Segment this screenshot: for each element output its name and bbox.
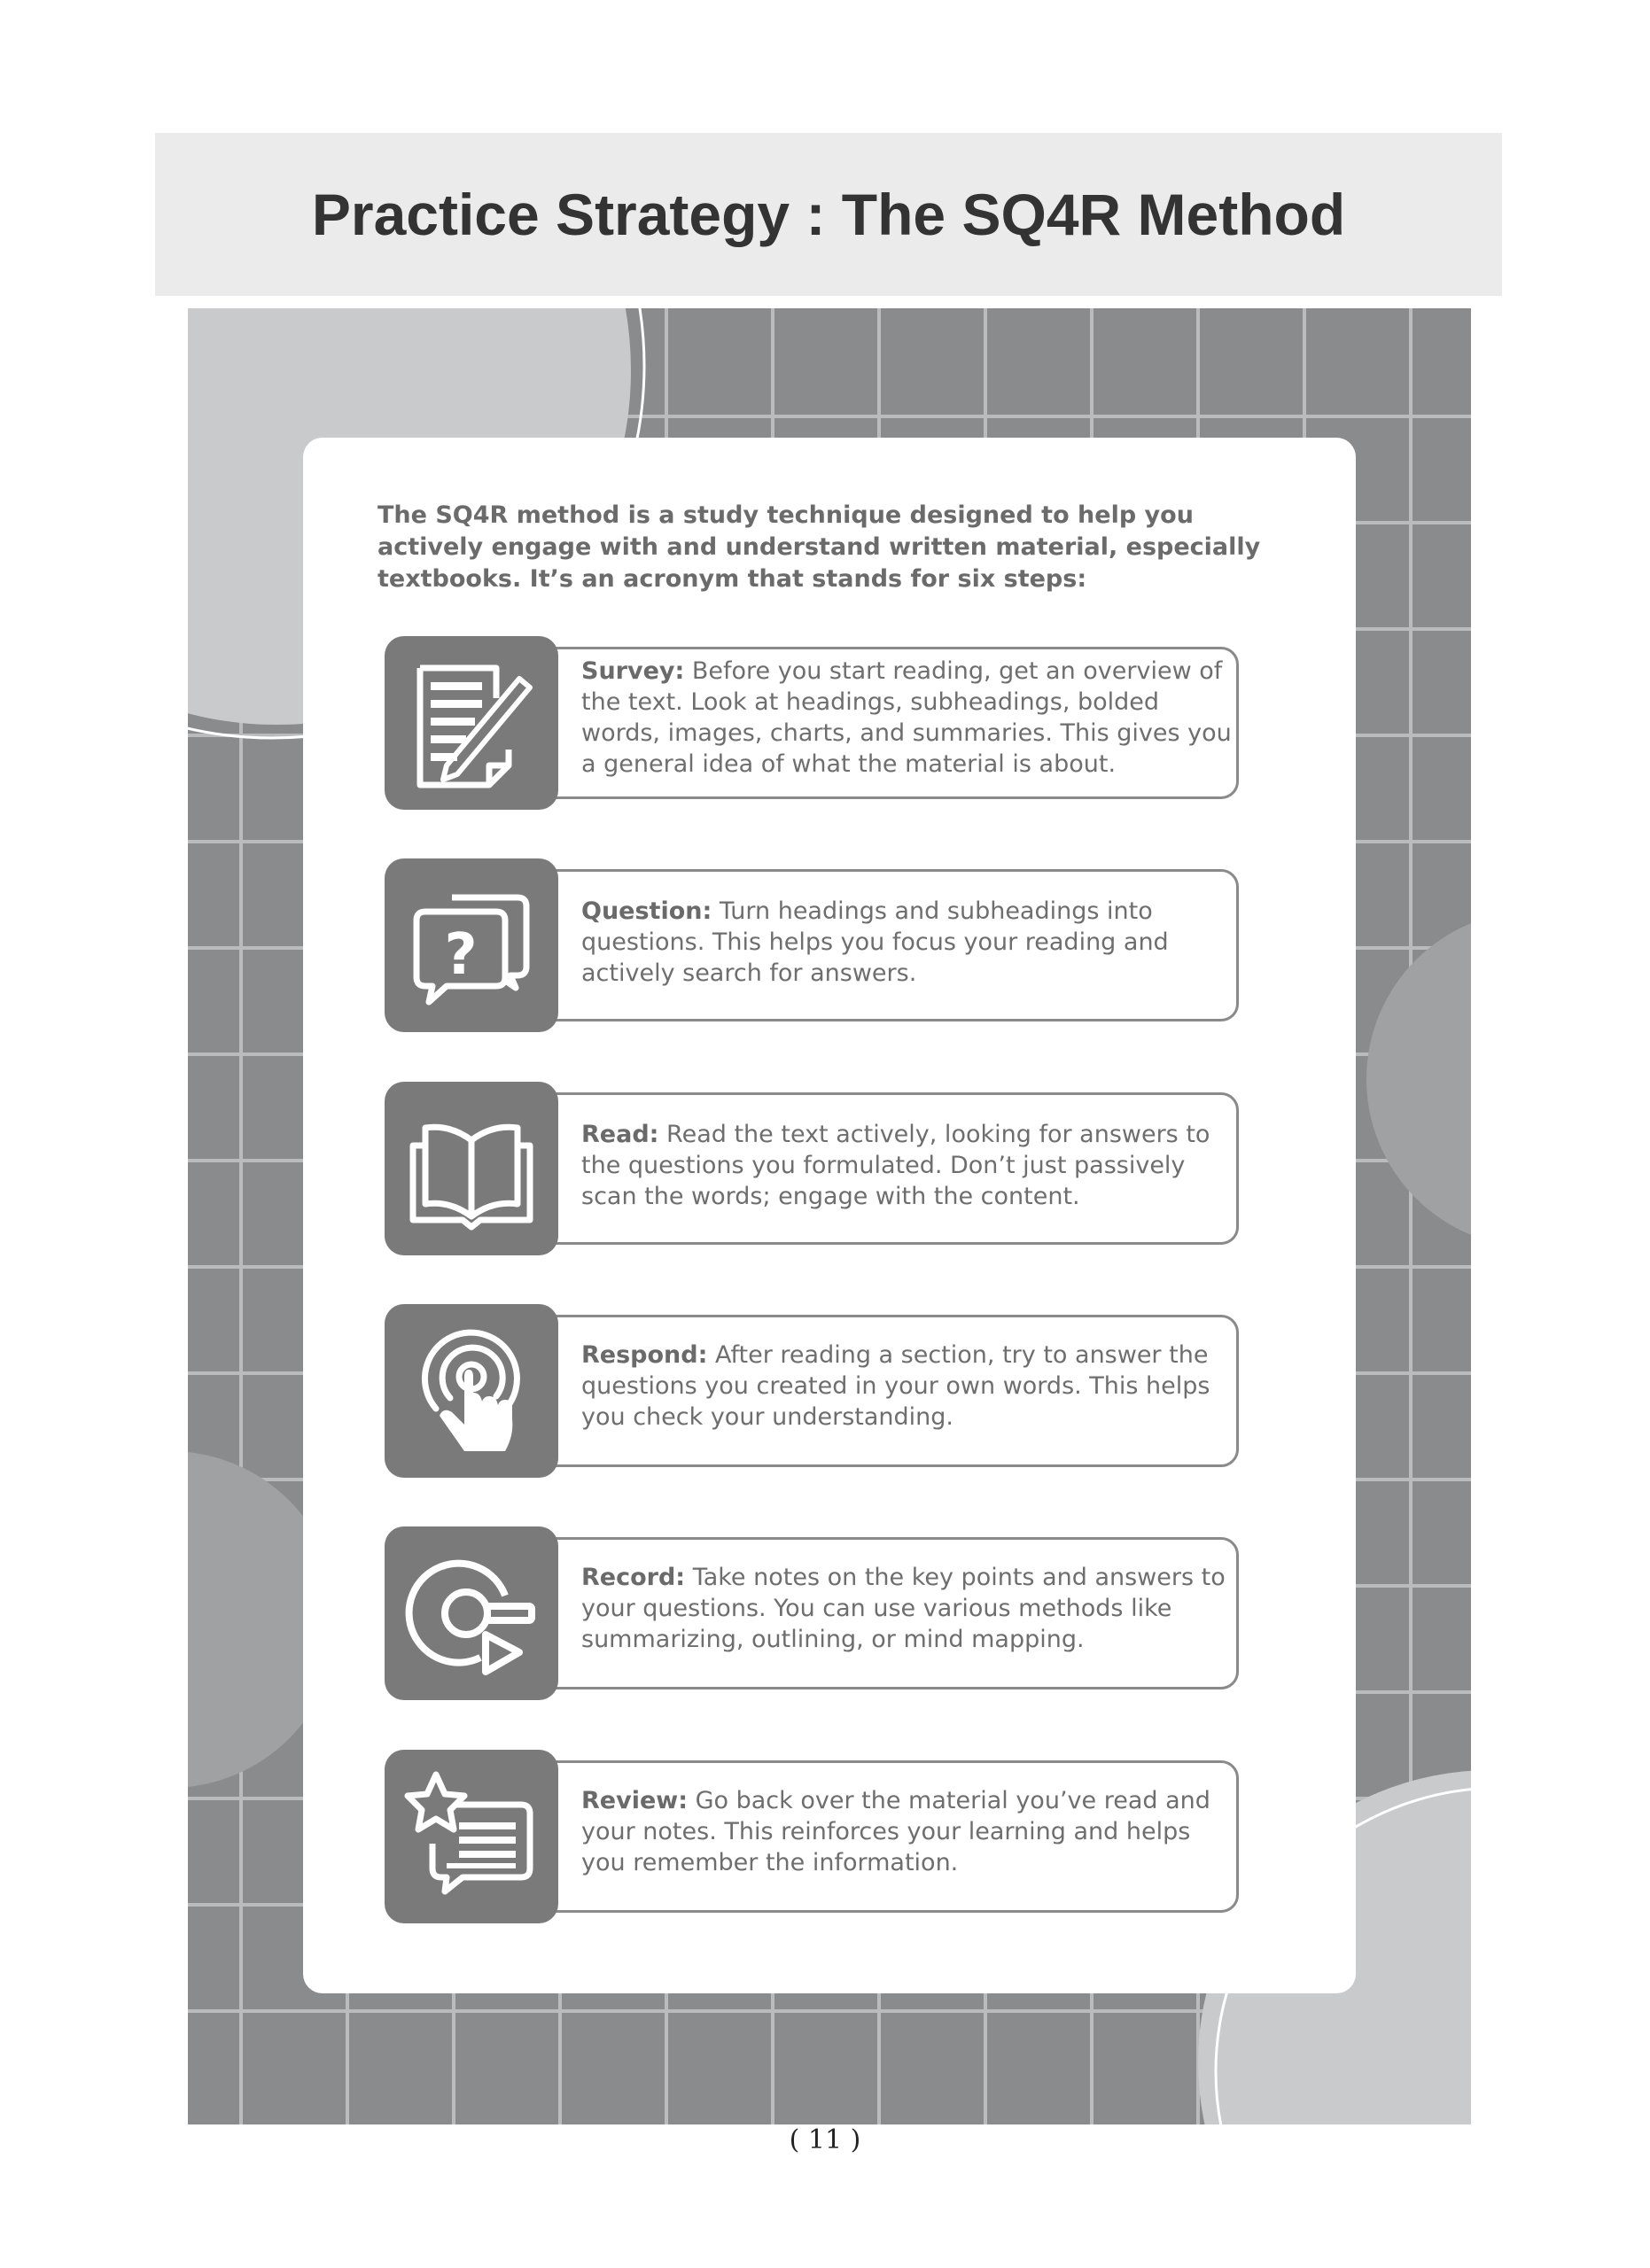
icon-tile [385, 1750, 558, 1923]
svg-text:?: ? [444, 922, 478, 988]
step-read [385, 1082, 1262, 1255]
step-term: Question: [581, 897, 712, 925]
open-book-icon [401, 1098, 542, 1239]
step-text: Go back over the material you’ve read and your notes. This reinforces your learning and helps you remember the information. [581, 1787, 1210, 1876]
step-description [581, 656, 1237, 780]
step-description [581, 1340, 1237, 1433]
icon-tile [385, 858, 558, 1032]
step-respond [385, 1304, 1262, 1478]
step-term: Record: [581, 1564, 686, 1591]
step-question [385, 858, 1262, 1032]
icon-tile [385, 1304, 558, 1478]
star-review-icon [401, 1766, 542, 1907]
step-description [581, 1562, 1237, 1655]
content-card [303, 438, 1356, 1993]
icon-tile [385, 1526, 558, 1700]
document-pen-icon [401, 652, 542, 794]
step-review [385, 1750, 1262, 1923]
page-title: Practice Strategy : The SQ4R Method [311, 182, 1346, 247]
step-text: After reading a section, try to answer the questions you created in your own words. This helps you check your understanding. [581, 1341, 1210, 1431]
question-bubbles-icon [401, 874, 542, 1016]
title-banner [155, 133, 1502, 296]
step-description [581, 1119, 1237, 1212]
step-term: Survey: [581, 657, 685, 685]
step-term: Read: [581, 1121, 659, 1148]
intro-paragraph: The SQ4R method is a study technique designed to help you actively engage with and understand written material, especially textbooks. It’s an acronym that stands for six steps: [377, 501, 1261, 593]
touch-gesture-icon [401, 1320, 542, 1462]
step-record [385, 1526, 1262, 1700]
step-term: Review: [581, 1787, 689, 1814]
step-text: Before you start reading, get an overview of the text. Look at headings, subheadings, bolded words, images, charts, and summaries. This gives you a general idea of what the material is about. [581, 657, 1232, 778]
step-description [581, 1785, 1237, 1878]
step-text: Read the text actively, looking for answers to the questions you formulated. Don’t just passively scan the words; engage with the content. [581, 1121, 1210, 1210]
step-text: Take notes on the key points and answers to your questions. You can use various methods like summarizing, outlining, or mind mapping. [581, 1564, 1226, 1653]
icon-tile [385, 636, 558, 810]
icon-tile [385, 1082, 558, 1255]
step-text: Turn headings and subheadings into questions. This helps you focus your reading and actively search for answers. [581, 897, 1169, 987]
step-survey [385, 636, 1262, 810]
record-icon [401, 1542, 542, 1684]
step-description [581, 896, 1237, 989]
page-number: ( 11 ) [789, 2124, 861, 2155]
step-term: Respond: [581, 1341, 708, 1369]
